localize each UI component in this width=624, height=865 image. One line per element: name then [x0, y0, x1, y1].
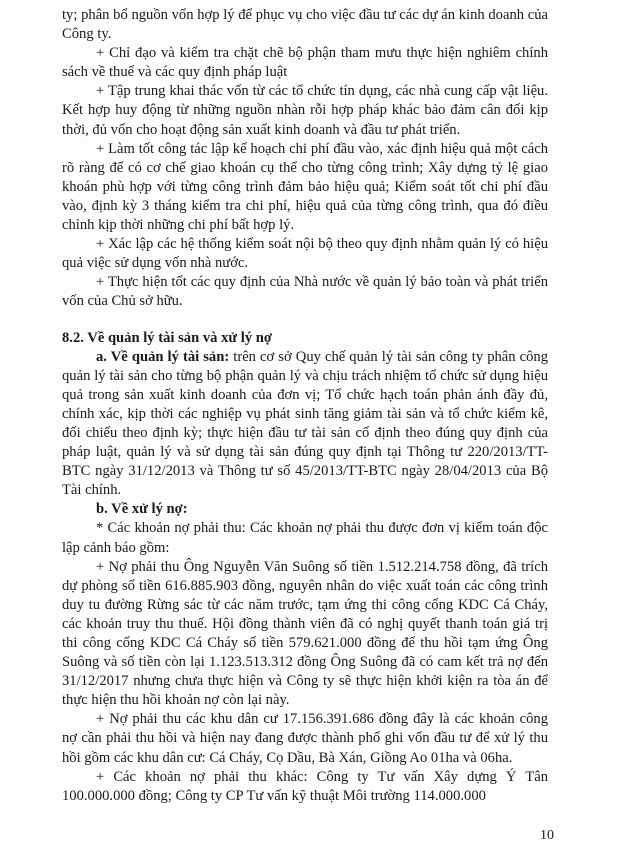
asset-management-label: a. Về quản lý tài sản:	[96, 348, 230, 365]
asset-management-text: trên cơ sở Quy chế quản lý tài sản công ty phân công quản lý tài sản cho từng bộ phận quản lý và chịu trách nhiệm tổ chức sử dụng hiệu quả trong sản xuất kinh doanh của đơn vị; Tổ chức hạch toán phản ánh đầy đủ, chính xác, kịp thời các nghiệp vụ phát sinh tăng giảm tài sản và tổ chức kiểm kê, đối chiếu theo định kỳ; thực hiện đầu tư tài sản cố định theo đúng quy định của pháp luật, quản lý và sử dụng tài sản đúng quy định tại Thông tư 220/2013/TT-BTC ngày 31/12/2013 và Thông tư số 45/2013/TT-BTC ngày 28/04/2013 của Bộ Tài chính.	[62, 348, 549, 499]
paragraph-receivable-other: + Các khoản nợ phải thu khác: Công ty Tư vấn Xây dựng Ý Tân 100.000.000 đồng; Công ty CP Tư vấn kỹ thuật Môi trường 114.000.000	[62, 768, 548, 804]
page-number: 10	[540, 828, 554, 843]
paragraph-credit-sources: + Tập trung khai thác vốn từ các tổ chức tín dụng, các nhà cung cấp vật liệu. Kết hợp huy động từ những nguồn nhàn rỗi hợp pháp khác bảo đảm cân đối kịp thời, đủ vốn cho hoạt động sản xuất kinh doanh và đầu tư phát triển.	[62, 83, 548, 138]
paragraph-cost-planning: + Làm tốt công tác lập kế hoạch chi phí đầu vào, xác định hiệu quả một cách rõ ràng để có cơ chế giao khoán cụ thể cho từng công trình; Xây dựng tỷ lệ giao khoán phù hợp với từng công trình đảm bảo hiệu quả; Kiểm soát tốt chi phí đầu vào, định kỳ 3 tháng kiểm tra chi phí, hiệu quả của từng công trình, qua đó điều chỉnh kịp thời những chi phí bất hợp lý.	[62, 140, 548, 234]
paragraph-capital-preservation: + Thực hiện tốt các quy định của Nhà nước về quản lý bảo toàn và phát triển vốn của Chủ sở hữu.	[62, 274, 548, 310]
paragraph-tax-policy: + Chỉ đạo và kiểm tra chặt chẽ bộ phận tham mưu thực hiện nghiêm chính sách về thuế và các quy định pháp luật	[62, 45, 548, 81]
page-body	[62, 6, 548, 806]
paragraph-receivable-suong: + Nợ phải thu Ông Nguyễn Văn Suông số tiền 1.512.214.758 đồng, đã trích dự phòng số tiền 616.885.903 đồng, nguyên nhân do việc xuất toán các công trình duy tu đường Rừng sác từ các năm trước, tạm ứng thi công cống KDC Cá Cháy, các khoản truy thu thuế. Hội đồng thành viên đã có nghị quyết thanh toán giá trị thi công cống KDC Cá Cháy số tiền 579.621.000 đồng để thu hồi tạm ứng Ông Suông và số tiền còn lại 1.123.513.312 đồng Ông Suông đã có cam kết trả nợ đến 31/12/2017 nhưng chưa thực hiện và Công ty sẽ thực hiện khởi kiện ra tòa án để thực hiện thu hồi khoản nợ còn lại này.	[62, 558, 548, 709]
paragraph-receivables-intro: * Các khoản nợ phải thu: Các khoản nợ phải thu được đơn vị kiểm toán độc lập cảnh báo gồm:	[62, 520, 548, 556]
paragraph-internal-control: + Xác lập các hệ thống kiểm soát nội bộ theo quy định nhằm quản lý có hiệu quả việc sử dụng vốn nhà nước.	[62, 236, 548, 272]
paragraph-asset-management	[62, 348, 548, 501]
paragraph-capital-allocation: ty; phân bổ nguồn vốn hợp lý để phục vụ cho việc đầu tư các dự án kinh doanh của Công ty.	[62, 7, 548, 43]
paragraph-receivable-residential-areas: + Nợ phải thu các khu dân cư 17.156.391.686 đồng đây là các khoản công nợ cần phải thu hồi và hiện nay đang được thành phố ghi vốn đầu tư để xử lý thu hồi gồm các khu dân cư: Cá Cháy, Cọ Dầu, Bà Xán, Giồng Ao 01ha và 06ha.	[62, 711, 548, 766]
debt-handling-heading: b. Về xử lý nợ:	[96, 501, 188, 518]
section-heading-8-2: 8.2. Về quản lý tài sản và xử lý nợ	[62, 329, 272, 346]
